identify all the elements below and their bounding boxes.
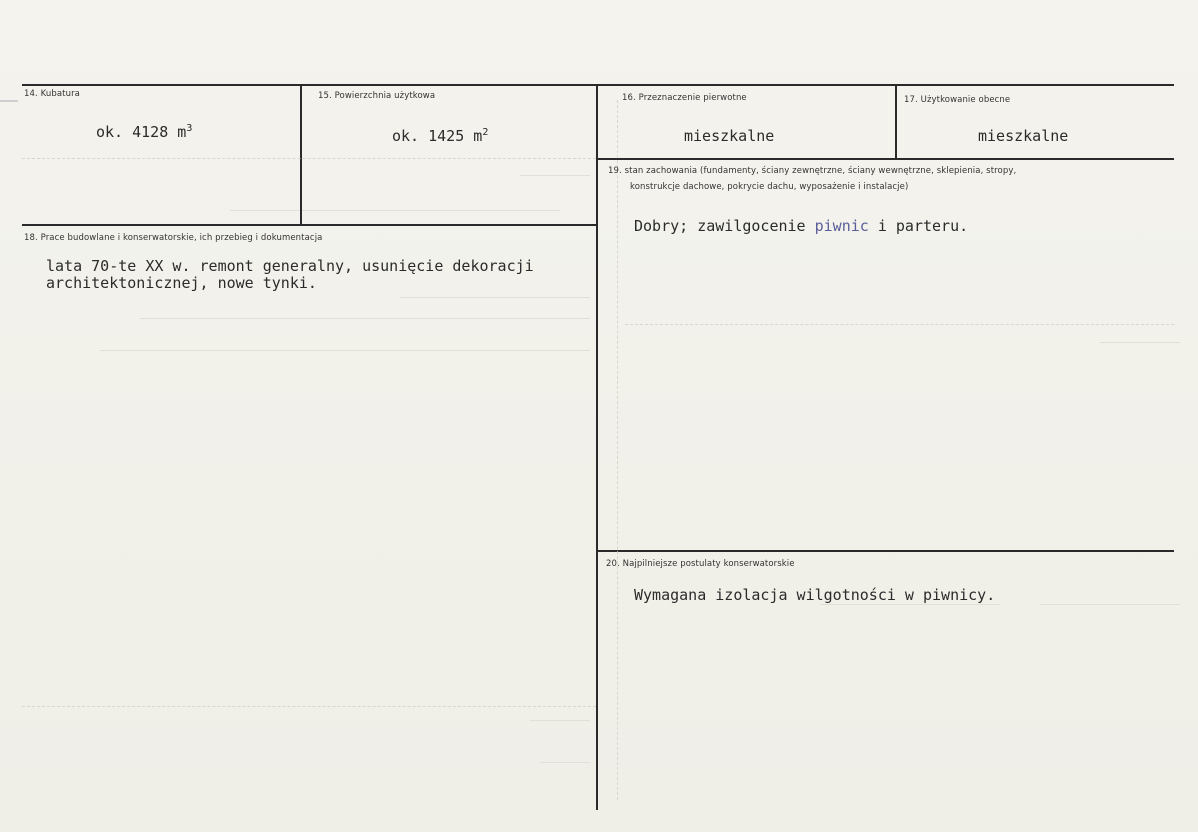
value-stan-highlight: piwnic <box>814 217 869 235</box>
ghost-mark <box>520 175 590 176</box>
label-stan-line1: 19. stan zachowania (fundamenty, ściany zewnętrzne, ściany wewnętrzne, sklepienia, stropy, <box>608 166 1017 176</box>
label-postulaty: 20. Najpilniejsze postulaty konserwatorskie <box>606 559 795 569</box>
ghost-mark <box>100 350 590 351</box>
ghost-mark <box>530 720 590 721</box>
ghost-mark <box>230 210 560 211</box>
value-uzytkowanie: mieszkalne <box>978 127 1069 145</box>
label-powierzchnia: 15. Powierzchnia użytkowa <box>318 91 436 101</box>
main-column-divider <box>596 84 598 810</box>
label-prace: 18. Prace budowlane i konserwatorskie, ich przebieg i dokumentacja <box>24 233 323 243</box>
label-przeznaczenie: 16. Przeznaczenie pierwotne <box>622 93 747 103</box>
guide-line <box>22 158 596 160</box>
divider-16-17 <box>895 84 897 160</box>
guide-line <box>22 706 596 708</box>
rule-above-18 <box>22 224 598 226</box>
guide-line <box>617 100 619 800</box>
value-powierzchnia: ok. 1425 $m^2$ <box>392 127 489 145</box>
divider-14-15 <box>300 84 302 226</box>
value-prace-line1: lata 70-te XX w. remont generalny, usunięcie dekoracji <box>46 257 534 275</box>
ghost-mark <box>400 297 590 298</box>
ghost-mark <box>540 762 590 763</box>
label-uzytkowanie: 17. Użytkowanie obecne <box>904 95 1011 105</box>
value-przeznaczenie: mieszkalne <box>684 127 775 145</box>
rule-under-16-17 <box>598 158 1174 160</box>
value-kubatura: ok. 4128 $m^3$ <box>96 123 193 141</box>
ghost-mark <box>1100 342 1180 343</box>
label-stan-line2: konstrukcje dachowe, pokrycie dachu, wyposażenie i instalacje) <box>630 182 909 192</box>
ghost-mark <box>1040 604 1180 605</box>
top-rule <box>22 84 1174 86</box>
value-postulaty: Wymagana izolacja wilgotności w piwnicy. <box>634 586 996 604</box>
guide-line <box>625 324 1174 326</box>
label-kubatura: 14. Kubatura <box>24 89 80 99</box>
ghost-mark <box>140 318 590 319</box>
edge-mark <box>0 100 18 102</box>
rule-above-20 <box>598 550 1174 552</box>
ghost-mark <box>820 604 1000 605</box>
value-stan: Dobry; zawilgocenie piwnic i parteru. <box>634 217 969 235</box>
value-prace-line2: architektonicznej, nowe tynki. <box>46 274 317 292</box>
